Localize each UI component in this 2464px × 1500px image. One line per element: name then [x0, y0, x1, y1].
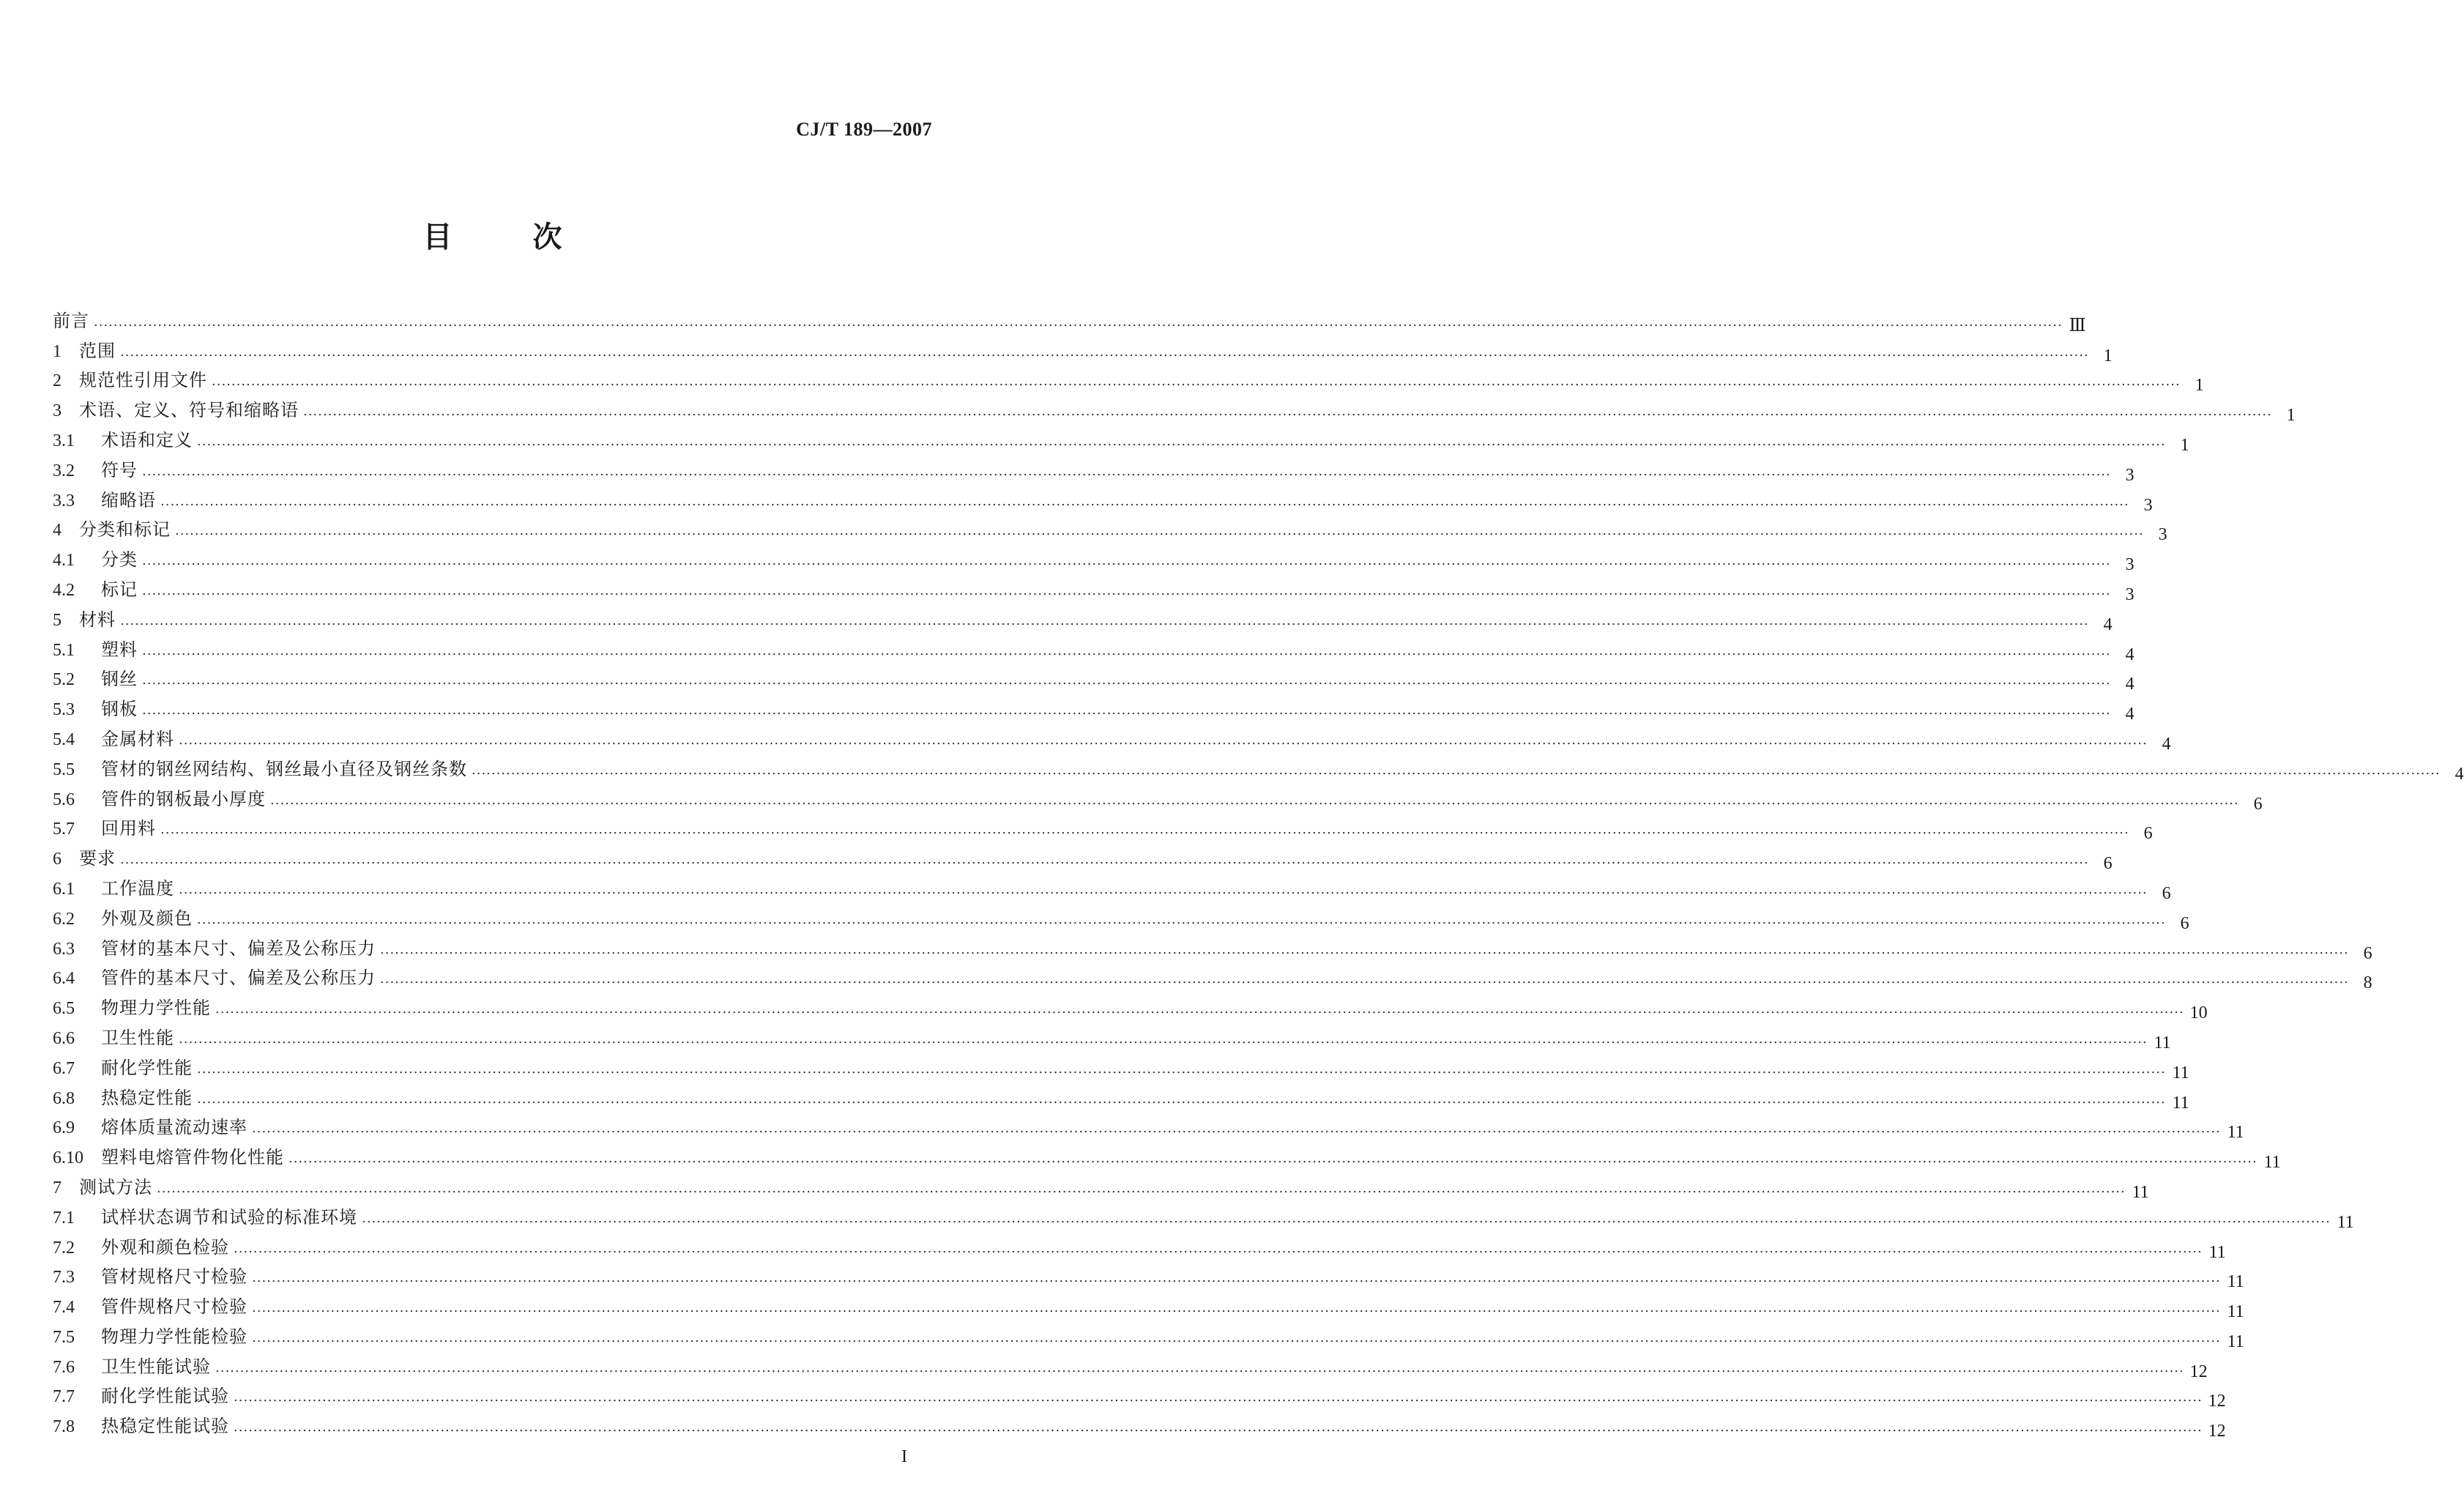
toc-entry-label: 规范性引用文件	[79, 370, 207, 391]
toc-entry-number: 6.1	[53, 879, 75, 899]
toc-leader-dots: ................................................................................................................................................................................................................................................................................................................................................................................................................	[270, 792, 2239, 808]
toc-entry	[53, 1049, 2189, 1083]
toc-entry-page: 1	[2103, 346, 2113, 365]
toc-entry-label: 物理力学性能检验	[101, 1326, 247, 1347]
toc-leader-dots: ................................................................................................................................................................................................................................................................................................................................................................................................................	[215, 1001, 2184, 1017]
toc-leader-dots: ................................................................................................................................................................................................................................................................................................................................................................................................................	[380, 941, 2349, 957]
toc-entry-label: 标记	[101, 579, 138, 600]
toc-entry	[53, 989, 2208, 1023]
toc-entry-page: 11	[2172, 1093, 2189, 1113]
toc-entry-page: 4	[2103, 615, 2113, 634]
toc-entry	[53, 571, 2134, 604]
page-title: 目次	[423, 220, 643, 254]
toc-leader-dots: ................................................................................................................................................................................................................................................................................................................................................................................................................	[120, 612, 2089, 628]
toc-entry-number: 7.8	[53, 1417, 75, 1437]
toc-entry-page: 11	[2208, 1242, 2226, 1262]
toc-entry-label: 管材的钢丝网结构、钢丝最小直径及钢丝条数	[101, 758, 467, 779]
toc-entry-number: 5.4	[53, 729, 75, 749]
toc-entry-label: 术语、定义、符号和缩略语	[79, 400, 299, 421]
toc-leader-dots: ................................................................................................................................................................................................................................................................................................................................................................................................................	[197, 911, 2166, 927]
toc-leader-dots: ................................................................................................................................................................................................................................................................................................................................................................................................................	[142, 582, 2111, 598]
toc-entry-label: 卫生性能	[101, 1027, 174, 1048]
toc-entry-page: 11	[2227, 1332, 2244, 1351]
toc-entry-label: 外观及颜色	[101, 907, 193, 929]
toc-entry-page: 4	[2125, 645, 2134, 664]
toc-leader-dots: ................................................................................................................................................................................................................................................................................................................................................................................................................	[160, 822, 2129, 838]
toc-entry-number: 5.6	[53, 790, 75, 809]
toc-entry-number: 4	[53, 521, 62, 541]
toc-entry-label: 外观和颜色检验	[101, 1236, 229, 1258]
toc-leader-dots: ................................................................................................................................................................................................................................................................................................................................................................................................................	[197, 1091, 2166, 1107]
toc-entry-label: 物理力学性能	[101, 998, 211, 1019]
toc-entry-number: 5.2	[53, 670, 75, 690]
toc-leader-dots: ................................................................................................................................................................................................................................................................................................................................................................................................................	[179, 881, 2148, 897]
toc-entry-page: 1	[2195, 376, 2204, 396]
toc-entry	[53, 511, 2167, 545]
toc-entry-label: 金属材料	[101, 728, 174, 749]
toc-entry-label: 缩略语	[101, 489, 156, 510]
toc-entry-number: 6.10	[53, 1148, 83, 1168]
toc-entry	[53, 869, 2171, 903]
toc-entry-number: 1	[53, 341, 62, 361]
toc-entry	[53, 780, 2263, 814]
toc-entry-label: 试样状态调节和试验的标准环境	[101, 1206, 357, 1228]
toc-entry-label: 测试方法	[79, 1176, 152, 1198]
toc-entry-page: Ⅲ	[2069, 316, 2086, 335]
toc-entry	[53, 1109, 2244, 1143]
toc-entry-number: 7.5	[53, 1327, 75, 1347]
toc-entry-page: 6	[2363, 943, 2372, 963]
toc-entry-page: 10	[2189, 1003, 2208, 1023]
toc-entry-number: 4.1	[53, 551, 75, 571]
toc-entry	[53, 362, 2204, 396]
toc-leader-dots: ................................................................................................................................................................................................................................................................................................................................................................................................................	[252, 1329, 2221, 1345]
toc-entry-label: 管材的基本尺寸、偏差及公称压力	[101, 938, 376, 959]
toc-leader-dots: ................................................................................................................................................................................................................................................................................................................................................................................................................	[179, 1031, 2148, 1047]
toc-entry-page: 4	[2125, 705, 2134, 724]
toc-leader-dots: ................................................................................................................................................................................................................................................................................................................................................................................................................	[380, 971, 2349, 987]
toc-entry-page: 3	[2143, 495, 2153, 515]
toc-leader-dots: ................................................................................................................................................................................................................................................................................................................................................................................................................	[362, 1210, 2331, 1226]
toc-entry-page: 11	[2337, 1212, 2354, 1232]
toc-entry-page: 4	[2162, 734, 2171, 754]
toc-leader-dots: ................................................................................................................................................................................................................................................................................................................................................................................................................	[303, 404, 2272, 420]
toc-entry-label: 管件的钢板最小厚度	[101, 788, 266, 809]
toc-entry-number: 4.2	[53, 580, 75, 600]
toc-leader-dots: ................................................................................................................................................................................................................................................................................................................................................................................................................	[234, 1240, 2203, 1256]
toc-entry	[53, 601, 2113, 634]
toc-entry	[53, 1348, 2208, 1381]
toc-entry-number: 5.1	[53, 640, 75, 660]
toc-entry	[53, 631, 2134, 664]
toc-entry-page: 11	[2132, 1182, 2149, 1202]
toc-entry-page: 4	[2125, 675, 2134, 694]
toc-entry-label: 术语和定义	[101, 429, 193, 450]
toc-entry-label: 工作温度	[101, 877, 174, 899]
toc-leader-dots: ................................................................................................................................................................................................................................................................................................................................................................................................................	[212, 374, 2181, 390]
toc-entry-number: 5.7	[53, 820, 75, 839]
toc-entry	[53, 661, 2134, 694]
toc-leader-dots: ................................................................................................................................................................................................................................................................................................................................................................................................................	[142, 553, 2111, 569]
toc-leader-dots: ................................................................................................................................................................................................................................................................................................................................................................................................................	[142, 672, 2111, 688]
toc-entry	[53, 810, 2153, 844]
toc-entry-number: 5.5	[53, 760, 75, 779]
toc-entry-page: 6	[2103, 854, 2113, 874]
toc-leader-dots: ................................................................................................................................................................................................................................................................................................................................................................................................................	[94, 313, 2063, 330]
toc-leader-dots: ................................................................................................................................................................................................................................................................................................................................................................................................................	[120, 344, 2089, 360]
toc-entry-page: 11	[2227, 1123, 2244, 1143]
toc-entry-label: 塑料	[101, 639, 138, 660]
toc-entry-page: 4	[2454, 764, 2464, 784]
toc-leader-dots: ................................................................................................................................................................................................................................................................................................................................................................................................................	[142, 463, 2111, 479]
toc-entry-label: 范围	[79, 340, 116, 361]
toc-entry	[53, 1258, 2244, 1292]
toc-entry	[53, 959, 2372, 993]
toc-leader-dots: ................................................................................................................................................................................................................................................................................................................................................................................................................	[120, 852, 2089, 868]
toc-entry-number: 6.9	[53, 1118, 75, 1138]
toc-entry-page: 3	[2125, 555, 2134, 575]
toc-entry-number: 6.5	[53, 999, 75, 1019]
toc-entry-page: 11	[2227, 1272, 2244, 1292]
standard-code: CJ/T 189—2007	[796, 119, 932, 140]
toc-entry	[53, 1378, 2226, 1411]
toc-entry-label: 管件的基本尺寸、偏差及公称压力	[101, 968, 376, 989]
toc-entry	[53, 1198, 2354, 1232]
toc-entry-number: 7.1	[53, 1208, 75, 1228]
toc-entry-label: 回用料	[101, 818, 156, 839]
toc-entry	[53, 750, 2464, 784]
toc-entry-number: 6.7	[53, 1058, 75, 1078]
toc-entry-label: 耐化学性能	[101, 1057, 193, 1078]
toc-entry	[53, 1079, 2189, 1113]
toc-entry-label: 管材规格尺寸检验	[101, 1266, 247, 1288]
toc-entry-number: 5	[53, 610, 62, 630]
toc-leader-dots: ................................................................................................................................................................................................................................................................................................................................................................................................................	[234, 1389, 2203, 1406]
toc-leader-dots: ................................................................................................................................................................................................................................................................................................................................................................................................................	[234, 1419, 2203, 1436]
toc-leader-dots: ................................................................................................................................................................................................................................................................................................................................................................................................................	[175, 523, 2144, 539]
toc-entry	[53, 899, 2189, 933]
toc-leader-dots: ................................................................................................................................................................................................................................................................................................................................................................................................................	[197, 433, 2166, 449]
toc-entry-number: 7	[53, 1178, 62, 1198]
toc-entry-page: 1	[2286, 406, 2296, 426]
toc-entry-number: 7.7	[53, 1387, 75, 1407]
toc-entry-page: 8	[2363, 973, 2372, 993]
toc-entry-number: 3	[53, 401, 62, 421]
toc-entry-number: 7.2	[53, 1238, 75, 1258]
toc-entry-page: 6	[2180, 913, 2189, 933]
toc-entry	[53, 690, 2134, 724]
toc-entry-page: 6	[2143, 824, 2153, 844]
toc-leader-dots: ................................................................................................................................................................................................................................................................................................................................................................................................................	[157, 1180, 2126, 1196]
toc-entry-label: 卫生性能试验	[101, 1356, 211, 1377]
toc-entry-page: 3	[2158, 525, 2167, 545]
toc-entry	[53, 1138, 2281, 1173]
toc-entry-number: 6.2	[53, 909, 75, 929]
toc-entry-page: 1	[2180, 435, 2189, 455]
toc-entry-label: 钢丝	[101, 669, 138, 690]
toc-entry-label: 要求	[79, 848, 116, 869]
toc-leader-dots: ................................................................................................................................................................................................................................................................................................................................................................................................................	[252, 1121, 2221, 1137]
toc-entry-page: 11	[2154, 1033, 2171, 1052]
toc-entry-page: 11	[2227, 1302, 2244, 1322]
toc-entry	[53, 451, 2134, 485]
toc-entry-number: 6.8	[53, 1088, 75, 1108]
toc-entry-label: 熔体质量流动速率	[101, 1117, 247, 1138]
toc-leader-dots: ................................................................................................................................................................................................................................................................................................................................................................................................................	[197, 1061, 2166, 1077]
toc-entry-page: 3	[2125, 465, 2134, 485]
toc-entry	[53, 332, 2113, 365]
toc-entry-page: 12	[2208, 1392, 2226, 1411]
toc-entry-page: 12	[2208, 1422, 2226, 1441]
toc-entry	[53, 481, 2153, 515]
toc-entry	[53, 929, 2372, 963]
toc-entry-page: 11	[2172, 1063, 2189, 1083]
toc-entry	[53, 1407, 2226, 1441]
toc-entry-page: 12	[2189, 1362, 2208, 1381]
page-number: I	[901, 1447, 907, 1466]
toc-leader-dots: ................................................................................................................................................................................................................................................................................................................................................................................................................	[252, 1270, 2221, 1286]
toc-entry	[53, 1318, 2244, 1351]
toc-entry-number: 7.4	[53, 1298, 75, 1318]
toc-entry	[53, 1019, 2171, 1052]
toc-entry-number: 6.4	[53, 969, 75, 989]
toc-entry-label: 材料	[79, 609, 116, 630]
toc-entry	[53, 1168, 2149, 1202]
toc-entry	[53, 720, 2171, 754]
toc-leader-dots: ................................................................................................................................................................................................................................................................................................................................................................................................................	[215, 1359, 2184, 1375]
toc-entry-number: 5.3	[53, 700, 75, 720]
toc-entry-number: 7.3	[53, 1268, 75, 1288]
toc-leader-dots: ................................................................................................................................................................................................................................................................................................................................................................................................................	[179, 732, 2148, 748]
toc-entry-label: 钢板	[101, 699, 138, 720]
toc-entry	[53, 1288, 2244, 1322]
toc-leader-dots: ................................................................................................................................................................................................................................................................................................................................................................................................................	[142, 702, 2111, 719]
toc-entry-label: 分类	[101, 549, 138, 571]
toc-leader-dots: ................................................................................................................................................................................................................................................................................................................................................................................................................	[289, 1151, 2258, 1167]
toc-entry-number: 6	[53, 850, 62, 869]
toc-entry-label: 管件规格尺寸检验	[101, 1296, 247, 1318]
toc-entry-number: 3.3	[53, 491, 75, 510]
toc-leader-dots: ................................................................................................................................................................................................................................................................................................................................................................................................................	[142, 642, 2111, 658]
toc-entry-label: 耐化学性能试验	[101, 1386, 229, 1407]
toc-entry	[53, 541, 2134, 575]
toc-entry-number: 7.6	[53, 1357, 75, 1377]
toc-entry	[53, 1228, 2226, 1262]
toc-entry-number: 6.6	[53, 1028, 75, 1048]
toc-entry	[53, 302, 2086, 335]
toc-entry-page: 6	[2162, 883, 2171, 903]
toc-entry-label: 塑料电熔管件物化性能	[101, 1147, 284, 1168]
toc-entry-number: 3.1	[53, 431, 75, 450]
toc-entry-label: 热稳定性能试验	[101, 1416, 229, 1437]
toc-leader-dots: ................................................................................................................................................................................................................................................................................................................................................................................................................	[472, 762, 2441, 778]
toc-entry-page: 3	[2125, 584, 2134, 604]
toc-entry-label: 热稳定性能	[101, 1087, 193, 1108]
toc-entry-label: 分类和标记	[79, 519, 171, 541]
toc-entry	[53, 421, 2189, 455]
toc-entry-label: 符号	[101, 459, 138, 480]
toc-leader-dots: ................................................................................................................................................................................................................................................................................................................................................................................................................	[252, 1300, 2221, 1316]
toc-entry-label: 前言	[53, 310, 89, 331]
toc-entry-page: 11	[2263, 1153, 2281, 1173]
toc-entry-number: 2	[53, 371, 62, 391]
toc-entry-number: 6.3	[53, 939, 75, 959]
toc-entry-page: 6	[2253, 794, 2263, 814]
toc-entry	[53, 391, 2296, 426]
toc-leader-dots: ................................................................................................................................................................................................................................................................................................................................................................................................................	[160, 493, 2129, 509]
toc-entry	[53, 839, 2113, 874]
table-of-contents	[53, 302, 2464, 1441]
toc-entry-number: 3.2	[53, 461, 75, 480]
